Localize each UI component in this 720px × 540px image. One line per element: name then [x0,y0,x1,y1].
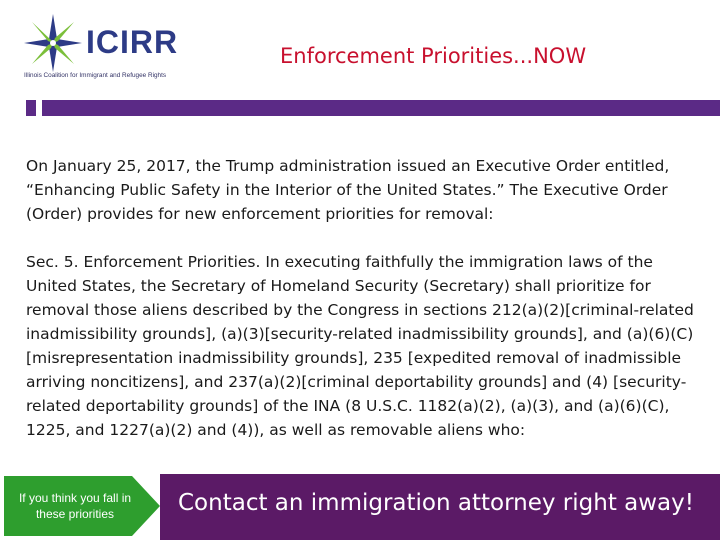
arrow-label: If you think you fall in these priorities [18,491,132,521]
icirr-logo [22,14,202,80]
logo-subtitle: Illinois Coalition for Immigrant and Refugee Rights [24,72,167,79]
divider-bar [42,100,720,116]
compass-star-icon [22,14,84,72]
paragraph-executive-order: On January 25, 2017, the Trump administration issued an Executive Order entitled, “Enhancing Public Safety in the Interior of the United States.” The Executive Order (Order) provides for new enforcement priorities for removal: [26,157,670,223]
call-to-action-text: Contact an immigration attorney right away! [178,490,694,516]
call-to-action-banner [160,474,720,540]
slide-title: Enforcement Priorities...NOW [280,44,587,68]
logo-name: ICIRR [86,24,179,60]
divider-square [26,100,36,116]
priorities-arrow [4,470,160,540]
paragraph-section-5: Sec. 5. Enforcement Priorities. In executing faithfully the immigration laws of the United States, the Secretary of Homeland Security (Secretary) shall prioritize for removal those aliens described by the Congress in sections 212(a)(2)[criminal-related inadmissibility grounds], (a)(3)[security-related inadmissibility grounds], and (a)(6)(C)[misrepresentation inadmissibility grounds], 235 [expedited removal of inadmissible arriving noncitizens], and 237(a)(2)[criminal deportability grounds] and (4) [security-related deportability grounds] of the INA (8 U.S.C. 1182(a)(2), (a)(3), and (a)(6)(C), 1225, and 1227(a)(2) and (4)), as well as removable aliens who: [26,253,694,439]
